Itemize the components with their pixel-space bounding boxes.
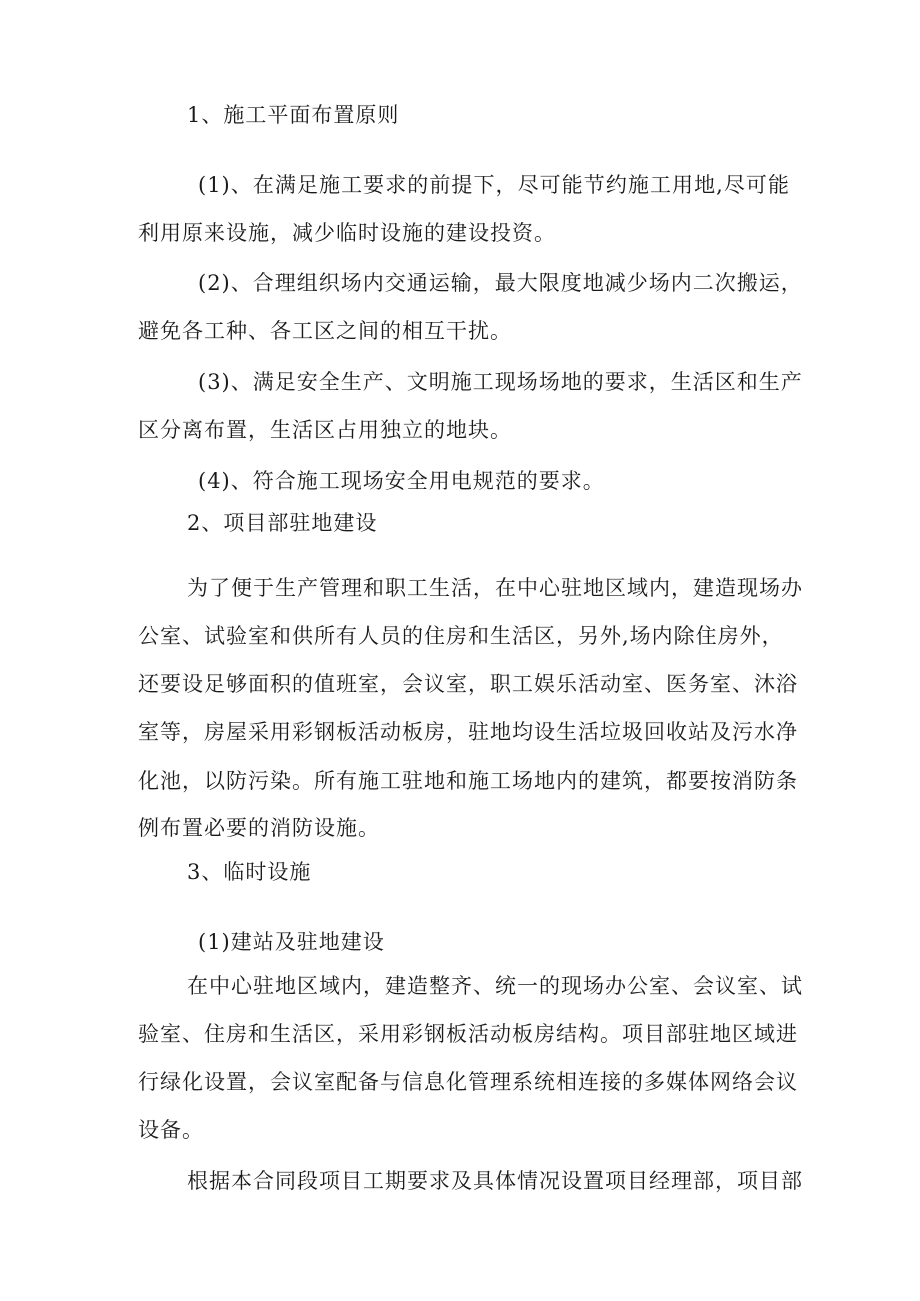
paragraph-line: 例布置必要的消防设施。 — [138, 816, 380, 840]
subsection-heading: (1)建站及驻地建设 — [198, 930, 385, 954]
paragraph-line: 室等，房屋采用彩钢板活动板房，驻地均设生活垃圾回收站及污水净 — [138, 720, 798, 744]
paragraph-line: 为了便于生产管理和职工生活，在中心驻地区域内，建造现场办 — [187, 576, 803, 600]
paragraph-line: 在中心驻地区域内，建造整齐、统一的现场办公室、会议室、试 — [187, 974, 803, 998]
section-heading-1: 1、施工平面布置原则 — [187, 103, 400, 127]
paragraph-line: (2)、合理组织场内交通运输，最大限度地减少场内二次搬运， — [198, 271, 803, 295]
paragraph-line: 公室、试验室和供所有人员的住房和生活区，另外,场内除住房外， — [138, 624, 784, 648]
paragraph-line: 根据本合同段项目工期要求及具体情况设置项目经理部，项目部 — [187, 1169, 803, 1193]
paragraph-line: 验室、住房和生活区，采用彩钢板活动板房结构。项目部驻地区域进 — [138, 1022, 798, 1046]
section-heading-3: 3、临时设施 — [187, 860, 312, 884]
paragraph-line: 行绿化设置，会议室配备与信息化管理系统相连接的多媒体网络会议 — [138, 1070, 798, 1094]
paragraph-line: 区分离布置，生活区占用独立的地块。 — [138, 418, 512, 442]
paragraph-line: (4)、符合施工现场安全用电规范的要求。 — [198, 469, 605, 493]
paragraph-line: 利用原来设施，减少临时设施的建设投资。 — [138, 221, 556, 245]
section-heading-2: 2、项目部驻地建设 — [187, 511, 378, 535]
paragraph-line: (3)、满足安全生产、文明施工现场场地的要求，生活区和生产 — [198, 370, 803, 394]
paragraph-line: 设备。 — [138, 1118, 204, 1142]
paragraph-line: 还要设足够面积的值班室，会议室，职工娱乐活动室、医务室、沐浴 — [138, 672, 798, 696]
paragraph-line: 化池，以防污染。所有施工驻地和施工场地内的建筑，都要按消防条 — [138, 769, 798, 793]
paragraph-line: 避免各工种、各工区之间的相互干扰。 — [138, 319, 512, 343]
paragraph-line: (1)、在满足施工要求的前提下，尽可能节约施工用地,尽可能 — [198, 173, 790, 197]
